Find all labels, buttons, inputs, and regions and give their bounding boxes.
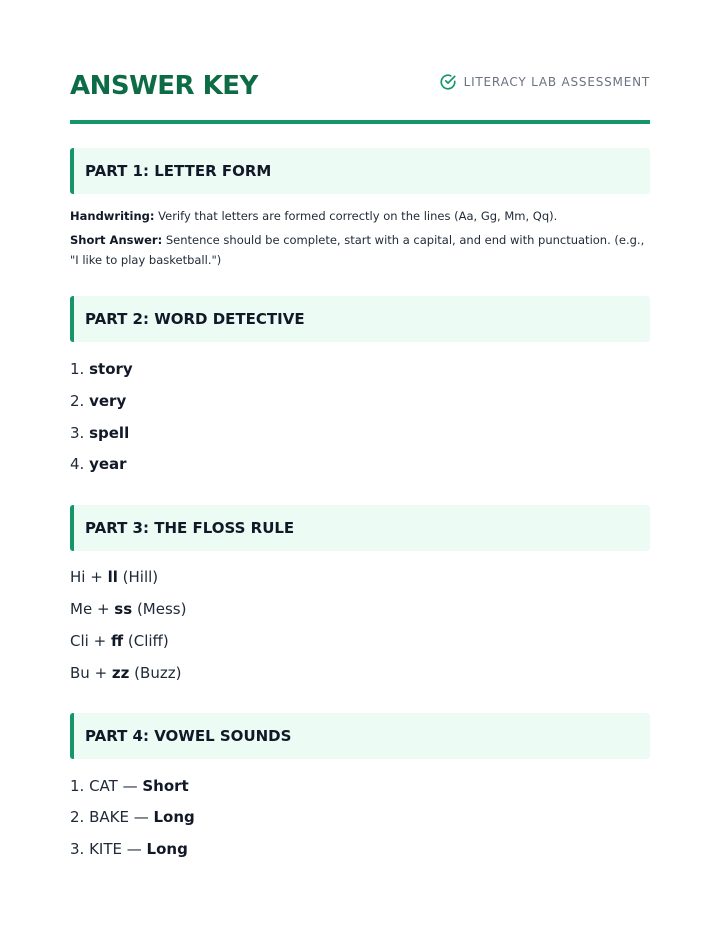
list-item — [70, 662, 181, 684]
item-prompt: 3. KITE — — [70, 840, 142, 858]
check-circle-icon — [439, 73, 457, 91]
item-answer: Long — [153, 808, 195, 826]
item-answer: year — [89, 455, 127, 473]
list-item — [70, 806, 195, 828]
item-word: (Mess) — [136, 600, 187, 618]
item-stem: Cli + — [70, 632, 107, 650]
item-stem: Bu + — [70, 664, 108, 682]
short-answer-text: Sentence should be complete, start with a capital, and end with punctuation. (e.g., "I like to play basketball.") — [70, 233, 645, 267]
part2-heading — [70, 296, 650, 342]
list-item — [70, 838, 188, 860]
item-answer: Long — [146, 840, 188, 858]
item-answer: ll — [107, 568, 118, 586]
handwriting-text: Verify that letters are formed correctly on the lines (Aa, Gg, Mm, Qq). — [158, 209, 558, 223]
page-header — [70, 68, 650, 124]
list-item — [70, 630, 169, 652]
part2-heading-text: PART 2: WORD DETECTIVE — [85, 310, 305, 328]
item-answer: ss — [114, 600, 133, 618]
list-item — [70, 453, 127, 475]
item-number: 1. — [70, 360, 85, 378]
item-word: (Cliff) — [127, 632, 169, 650]
brand-text: LITERACY LAB ASSESSMENT — [463, 75, 650, 89]
part3-heading — [70, 505, 650, 551]
item-number: 3. — [70, 424, 85, 442]
item-answer: zz — [111, 664, 130, 682]
list-item — [70, 566, 158, 588]
item-word: (Hill) — [122, 568, 159, 586]
item-stem: Hi + — [70, 568, 103, 586]
short-answer-note — [70, 230, 650, 270]
list-item — [70, 358, 133, 380]
item-answer: very — [89, 392, 127, 410]
part1-heading-text: PART 1: LETTER FORM — [85, 162, 272, 180]
list-item — [70, 390, 126, 412]
part1-heading — [70, 148, 650, 194]
list-item — [70, 422, 129, 444]
part3-heading-text: PART 3: THE FLOSS RULE — [85, 519, 295, 537]
item-answer: ff — [110, 632, 124, 650]
item-word: (Buzz) — [134, 664, 182, 682]
part4-heading — [70, 713, 650, 759]
brand-label — [439, 73, 650, 91]
handwriting-note — [70, 206, 650, 226]
part4-heading-text: PART 4: VOWEL SOUNDS — [85, 727, 292, 745]
list-item — [70, 775, 189, 797]
item-number: 2. — [70, 392, 85, 410]
short-answer-label: Short Answer: — [70, 233, 163, 247]
list-item — [70, 598, 186, 620]
item-number: 4. — [70, 455, 85, 473]
item-prompt: 1. CAT — — [70, 777, 138, 795]
handwriting-label: Handwriting: — [70, 209, 155, 223]
item-prompt: 2. BAKE — — [70, 808, 149, 826]
item-stem: Me + — [70, 600, 110, 618]
item-answer: Short — [142, 777, 189, 795]
item-answer: story — [89, 360, 133, 378]
page-title: ANSWER KEY — [70, 71, 258, 101]
item-answer: spell — [89, 424, 130, 442]
